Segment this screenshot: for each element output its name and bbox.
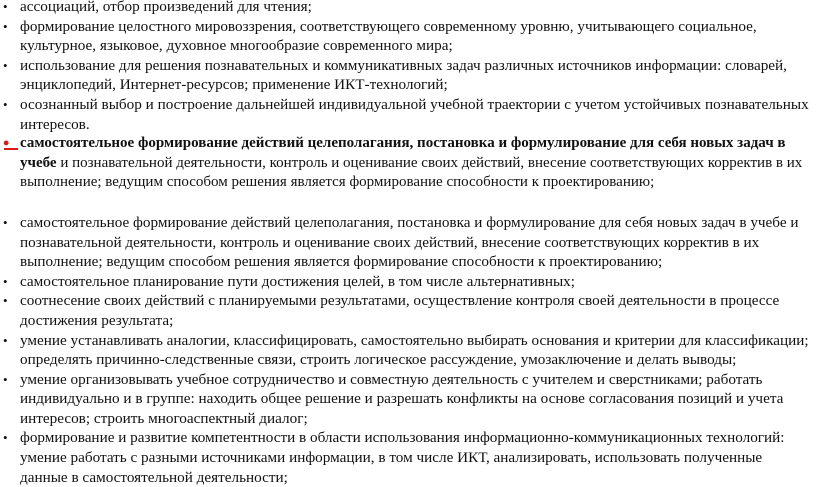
bullet-icon: • [3,371,8,387]
list-item-text: осознанный выбор и построение дальнейшей индивидуальной учебной траектории с учетом устойчивых познавательных интересов. [20,95,809,133]
list-item-text: самостоятельное формирование действий целеполагания, постановка и формулирование для себя новых задач в учебе и познавательной деятельности, контроль и оценивание своих действий, внесение соответствующих корректив в их выполнение; ведущим способом решения является формирование способности к проектированию; [20,213,799,271]
bullet-list [0,0,816,193]
list-item-text: формирование целостного мировоззрения, соответствующего современному уровню, учитывающего социальное, культурное, языковое, духовное многообразие современного мира; [20,17,757,55]
highlighted-list-item [0,134,816,193]
bullet-icon: • [3,0,8,14]
bullet-icon: • [3,214,8,230]
list-item-text: формирование и развитие компетентности в области использования информационно-коммуникационных технологий: умение работать с разными источниками информации, в том числе ИКТ, анализировать, использовать полученные данные в самостоятельной деятельности; [20,429,785,486]
bullet-icon: • [3,96,8,112]
bullet-icon: • [3,18,8,34]
list-item [0,17,816,56]
list-item-text: использование для решения познавательных и коммуникативных задач различных источников информации: словарей, энциклопедий, Интернет-ресурсов; применение ИКТ-технологий; [20,56,787,94]
list-item [0,331,816,370]
bullet-icon: • [3,293,8,309]
list-item [0,0,816,17]
list-item [0,213,816,272]
list-item [0,56,816,95]
list-item-text: ассоциаций, отбор произведений для чтения; [20,0,312,15]
list-item [0,370,816,429]
list-item-text: умение организовывать учебное сотрудничество и совместную деятельность с учителем и сверстниками; работать индивидуально и в группе: находить общее решение и разрешать конфликты на основе согласования позиций и учета интересов; строить многоаспектный диалог; [20,370,784,427]
red-bullet-icon: • [3,133,10,154]
list-item [0,272,816,292]
list-item-text: соотнесение своих действий с планируемыми результатами, осуществление контроля своей деятельности в процессе достижения результата; [20,292,780,329]
bullet-icon: • [3,332,8,348]
list-item [0,428,816,487]
list-item [0,95,816,134]
bullet-list-bottom [0,213,816,487]
list-item-text: умение устанавливать аналогии, классифицировать, самостоятельно выбирать основания и критерии для классификации; определять причинно-следственные связи, строить логическое рассуждение, умозаключение и делать выводы; [20,331,809,369]
highlighted-rest-text: и познавательной деятельности, контроль и оценивание своих действий, внесение соответствующих корректив в их выполнение; ведущим способом решения является формирование способности к проектированию; [20,154,803,191]
highlighted-bold-text: самостоятельное формирование действий целеполагания, постановка и формулирование для себя новых задач в учебе [20,135,786,171]
bullet-icon: • [3,430,8,446]
bullet-icon: • [3,57,8,73]
spacer [0,193,816,213]
list-item-text: самостоятельное планирование пути достижения целей, в том числе альтернативных; [20,272,575,290]
bullet-icon: • [3,273,8,289]
list-item [0,291,816,330]
